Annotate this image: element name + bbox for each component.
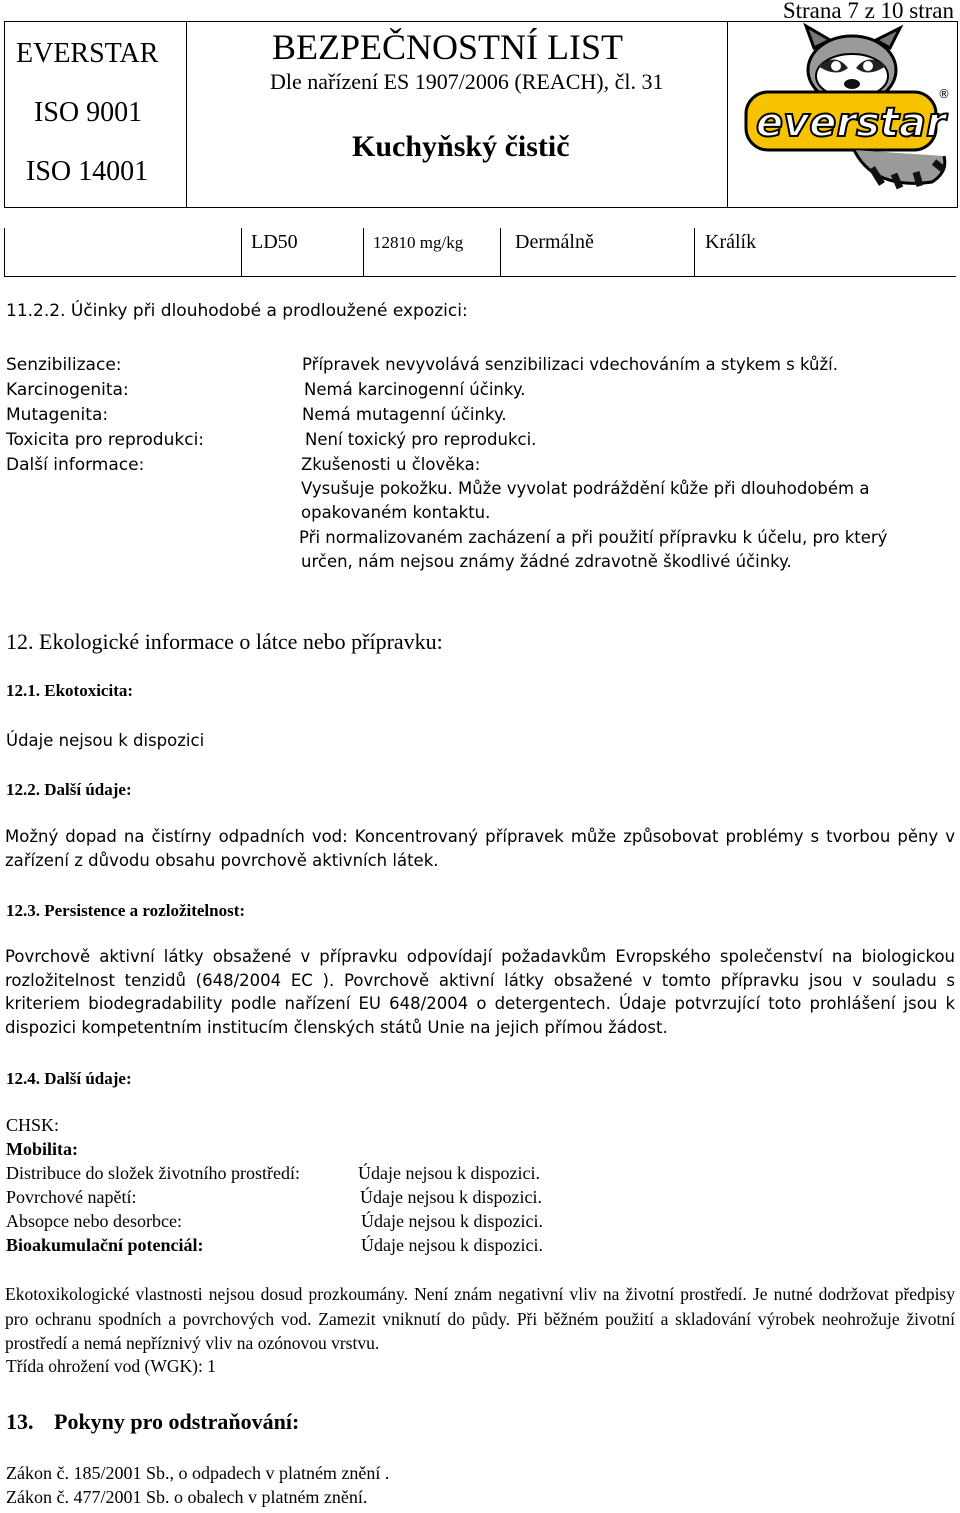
- prop-value: Údaje nejsou k dispozici.: [361, 1235, 543, 1255]
- logo-registered-mark: ®: [938, 87, 950, 101]
- tox-species: Králík: [705, 231, 757, 253]
- other-info-line: Při normalizovaném zacházení a při použití přípravku k účelu, pro který: [299, 528, 888, 547]
- section-13-number: 13.: [6, 1409, 34, 1434]
- section-12-3-heading: 12.3. Persistence a rozložitelnost:: [6, 901, 246, 920]
- section-12-2-heading: 12.2. Další údaje:: [6, 780, 132, 799]
- tox-table-bottom: [4, 276, 956, 277]
- other-info-line: opakovaném kontaktu.: [301, 503, 491, 522]
- prop-label: Bioakumulační potenciál:: [6, 1235, 204, 1255]
- document-title: BEZPEČNOSTNÍ LIST: [272, 27, 623, 67]
- logo-wordmark: everstar: [756, 100, 946, 146]
- raccoon-logo-icon: [744, 22, 956, 204]
- iso-9001: ISO 9001: [34, 97, 143, 128]
- header-divider-left: [186, 21, 187, 207]
- section-12-4-heading: 12.4. Další údaje:: [6, 1069, 132, 1088]
- company-name: EVERSTAR: [16, 38, 159, 69]
- law-reference: Zákon č. 477/2001 Sb. o obalech v platném znění.: [6, 1487, 368, 1507]
- prop-value: Údaje nejsou k dispozici.: [361, 1211, 543, 1231]
- page-number: Strana 7 z 10 stran: [782, 0, 954, 23]
- other-info-line: Vysušuje pokožku. Může vyvolat podráždění kůže při dlouhodobém a: [301, 479, 870, 498]
- prop-value: Údaje nejsou k dispozici.: [358, 1163, 540, 1183]
- section-12-2-text: Možný dopad na čistírny odpadních vod: Koncentrovaný přípravek může způsobovat problémy s tvorbou pěny v zařízení z důvodu obsahu povrchově aktivních látek.: [5, 827, 955, 870]
- tox-value: 12810 mg/kg: [373, 233, 464, 252]
- section-11-2-2-heading: 11.2.2. Účinky při dlouhodobé a prodloužené expozici:: [6, 301, 468, 321]
- row-label: Mutagenita:: [6, 405, 109, 425]
- prop-label: Absopce nebo desorbce:: [6, 1211, 182, 1231]
- section-13-heading: Pokyny pro odstraňování:: [54, 1409, 300, 1434]
- row-value: Není toxický pro reprodukci.: [305, 430, 537, 449]
- other-info-line: určen, nám nejsou známy žádné zdravotně škodlivé účinky.: [301, 552, 792, 571]
- everstar-logo: [744, 22, 956, 204]
- product-name: Kuchyňský čistič: [352, 130, 570, 163]
- tox-col-divider: [694, 228, 695, 277]
- row-label: Toxicita pro reprodukci:: [6, 430, 205, 450]
- header-divider-right: [727, 21, 728, 207]
- section-12-heading: 12. Ekologické informace o látce nebo přípravku:: [6, 629, 443, 654]
- law-reference: Zákon č. 185/2001 Sb., o odpadech v platném znění .: [6, 1463, 390, 1483]
- chsk-label: CHSK:: [6, 1115, 60, 1135]
- row-value: Zkušenosti u člověka:: [301, 455, 481, 474]
- iso-14001: ISO 14001: [26, 156, 149, 187]
- tox-col-divider: [500, 228, 501, 277]
- tox-test: LD50: [251, 231, 298, 253]
- section-12-1-heading: 12.1. Ekotoxicita:: [6, 681, 134, 700]
- row-value: Nemá karcinogenní účinky.: [304, 380, 526, 399]
- tox-table-border-left: [4, 228, 5, 277]
- row-value: Nemá mutagenní účinky.: [302, 405, 507, 424]
- ecotox-text: Ekotoxikologické vlastnosti nejsou dosud prozkoumány. Není znám negativní vliv na životní prostředí. Je nutné dodržovat předpisy pro ochranu spodních a povrchových vod. Zamezit vniknutí do půdy. Při běžném použití a skladování výrobek neohrožuje životní prostředí a nemá nepříznivý vliv na ozónovou vrstvu.: [5, 1284, 955, 1353]
- row-label: Další informace:: [6, 455, 145, 475]
- section-12-1-text: Údaje nejsou k dispozici: [6, 731, 205, 750]
- prop-label: Distribuce do složek životního prostředí:: [6, 1163, 300, 1183]
- section-12-3-text: Povrchově aktivní látky obsažené v přípravku odpovídají požadavkům Evropského společenství na biologickou rozložitelnost tenzidů (648/2004 EC ). Povrchově aktivní látky obsažené v tomto přípravku jsou v souladu s kriteriem biodegradability podle nařízení EU 648/2004 o detergentech. Údaje potvrzující toto prohlášení jsou k dispozici kompetentním institucím členských států Unie na jejich přímou žádost.: [5, 947, 955, 1037]
- wgk-text: Třída ohrožení vod (WGK): 1: [6, 1356, 216, 1376]
- tox-col-divider: [363, 228, 364, 277]
- regulation-reference: Dle nařízení ES 1907/2006 (REACH), čl. 31: [270, 69, 664, 94]
- row-label: Senzibilizace:: [6, 355, 122, 375]
- mobility-label: Mobilita:: [6, 1139, 78, 1159]
- tox-col-divider: [241, 228, 242, 277]
- row-label: Karcinogenita:: [6, 380, 129, 400]
- prop-label: Povrchové napětí:: [6, 1187, 137, 1207]
- tox-route: Dermálně: [515, 231, 594, 253]
- prop-value: Údaje nejsou k dispozici.: [360, 1187, 542, 1207]
- row-value: Přípravek nevyvolává senzibilizaci vdechováním a stykem s kůží.: [302, 355, 838, 374]
